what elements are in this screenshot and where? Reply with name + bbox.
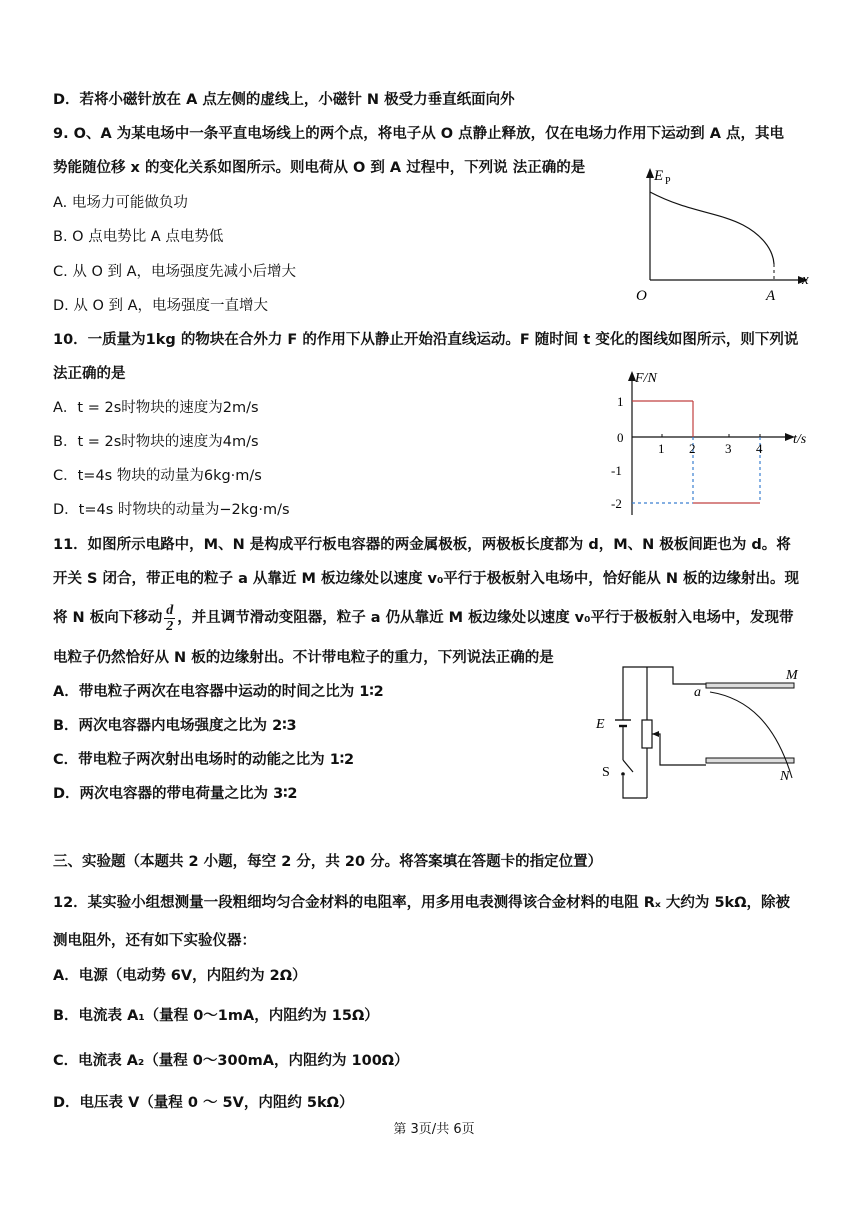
- q10-f-t-graph: [605, 365, 820, 520]
- q12-option-d: D．电压表 V（量程 0 ～ 5V，内阻约 5kΩ）: [53, 1095, 354, 1111]
- q8-option-d: D．若将小磁针放在 A 点左侧的虚线上，小磁针 N 极受力垂直纸面向外: [53, 92, 515, 108]
- q11-option-b: B．两次电容器内电场强度之比为 2∶3: [53, 718, 297, 734]
- q9-ep-x-graph: [628, 160, 818, 305]
- q10-stem-line1: 10．一质量为1kg 的物块在合外力 F 的作用下从静止开始沿直线运动。F 随时间 t 变化的图线如图所示，则下列说: [53, 332, 799, 348]
- q9-x-label: x: [802, 272, 809, 288]
- q11-fraction: [164, 603, 175, 634]
- q9-y-label: E: [654, 168, 664, 184]
- q12-stem-line1: 12．某实验小组想测量一段粗细均匀合金材料的电阻率，用多用电表测得该合金材料的电阻 Rₓ 大约为 5kΩ，除被: [53, 895, 791, 911]
- q10-x-tick-4: 4: [756, 441, 763, 456]
- q11-wire-left-top: [623, 667, 647, 720]
- q10-stem-line2: 法正确的是: [53, 366, 126, 382]
- q11-option-a: A．带电粒子两次在电容器中运动的时间之比为 1∶2: [53, 684, 384, 700]
- q11-label-m: M: [786, 668, 798, 683]
- q11-stem-line3-a: 将 N 板向下移动: [53, 610, 163, 626]
- q11-fraction-numerator: d: [166, 602, 174, 618]
- q11-label-s: S: [602, 765, 610, 780]
- q10-x-tick-1: 1: [658, 441, 665, 456]
- q11-option-d: D．两次电容器的带电荷量之比为 3∶2: [53, 786, 298, 802]
- q11-particle-trajectory: [710, 692, 792, 778]
- q9-y-sub: P: [665, 176, 671, 187]
- page-footer: 第 3页/共 6页: [393, 1122, 475, 1137]
- q12-stem-line2: 测电阻外，还有如下实验仪器：: [53, 933, 256, 949]
- q11-switch-blade: [623, 760, 633, 772]
- q10-y-tick-neg2: -2: [611, 496, 622, 511]
- q10-option-a: A．t = 2s时物块的速度为2m/s: [53, 400, 259, 416]
- q11-stem-line2: 开关 S 闭合，带正电的粒子 a 从靠近 M 板边缘处以速度 v₀平行于极板射入电场中，恰好能从 N 板的边缘射出。现: [53, 571, 800, 587]
- q9-a-label: A: [766, 288, 776, 304]
- q10-y-tick-0: 0: [617, 430, 624, 445]
- q10-y-tick-1: 1: [617, 394, 624, 409]
- q11-stem-line3-b: ，并且调节滑动变阻器，粒子 a 仍从靠近 M 板边缘处以速度 v₀平行于极板射入电场中，发现带: [177, 610, 794, 626]
- q9-ep-curve: [650, 192, 774, 264]
- q11-wire-left-bottom: [623, 776, 647, 798]
- q9-stem-line2: 势能随位移 x 的变化关系如图所示。则电荷从 O 到 A 过程中，下列说 法正确的是: [53, 160, 586, 176]
- q10-y-tick-neg1: -1: [611, 463, 622, 478]
- q12-option-b: B．电流表 A₁（量程 0～1mA，内阻约为 15Ω）: [53, 1008, 379, 1024]
- q9-stem-line1: 9. O、A 为某电场中一条平直电场线上的两个点，将电子从 O 点静止释放，仅在电场力作用下运动到 A 点，其电: [53, 126, 784, 142]
- q10-option-c: C．t=4s 物块的动量为6kg·m/s: [53, 468, 262, 484]
- q9-option-b: B. O 点电势比 A 点电势低: [53, 229, 224, 245]
- q9-option-a: A. 电场力可能做负功: [53, 195, 188, 211]
- q11-stem-line3: [53, 601, 794, 635]
- q12-option-a: A．电源（电动势 6V，内阻约为 2Ω）: [53, 968, 307, 984]
- q11-plate-n: [706, 758, 794, 763]
- q10-x-tick-3: 3: [725, 441, 732, 456]
- q11-rheostat: [642, 720, 652, 748]
- q10-option-b: B．t = 2s时物块的速度为4m/s: [53, 434, 259, 450]
- q10-y-axis-label: F/N: [635, 371, 657, 386]
- q11-label-e: E: [596, 717, 605, 732]
- q11-slider-arrow: [652, 731, 659, 737]
- q10-option-d: D．t=4s 时物块的动量为−2kg·m/s: [53, 502, 290, 518]
- q11-circuit-diagram: [588, 662, 813, 802]
- q11-fraction-denominator: 2: [166, 618, 174, 634]
- q10-x-tick-2: 2: [689, 441, 696, 456]
- q11-switch-contact: [621, 772, 625, 776]
- q9-option-d: D. 从 O 到 A，电场强度一直增大: [53, 298, 269, 314]
- q11-plate-m: [706, 683, 794, 688]
- q10-t-axis-label: t/s: [793, 432, 807, 447]
- q9-option-c: C. 从 O 到 A，电场强度先减小后增大: [53, 264, 297, 280]
- q11-label-n: N: [780, 769, 790, 784]
- q11-option-c: C．带电粒子两次射出电场时的动能之比为 1∶2: [53, 752, 355, 768]
- q12-option-c: C．电流表 A₂（量程 0～300mA，内阻约为 100Ω）: [53, 1053, 409, 1069]
- q9-y-arrow: [646, 168, 654, 178]
- q11-label-a: a: [694, 685, 701, 700]
- section3-title: 三、实验题（本题共 2 小题，每空 2 分，共 20 分。将答案填在答题卡的指定位置）: [53, 854, 603, 870]
- q11-stem-line1: 11．如图所示电路中，M、N 是构成平行板电容器的两金属极板，两极板长度都为 d，M、N 极板间距也为 d。将: [53, 537, 791, 553]
- q9-origin-label: O: [636, 288, 647, 304]
- q11-stem-line4: 电粒子仍然恰好从 N 板的边缘射出。不计带电粒子的重力，下列说法正确的是: [53, 650, 554, 666]
- q11-wire-to-m: [647, 667, 706, 684]
- q11-wire-to-n: [652, 734, 706, 765]
